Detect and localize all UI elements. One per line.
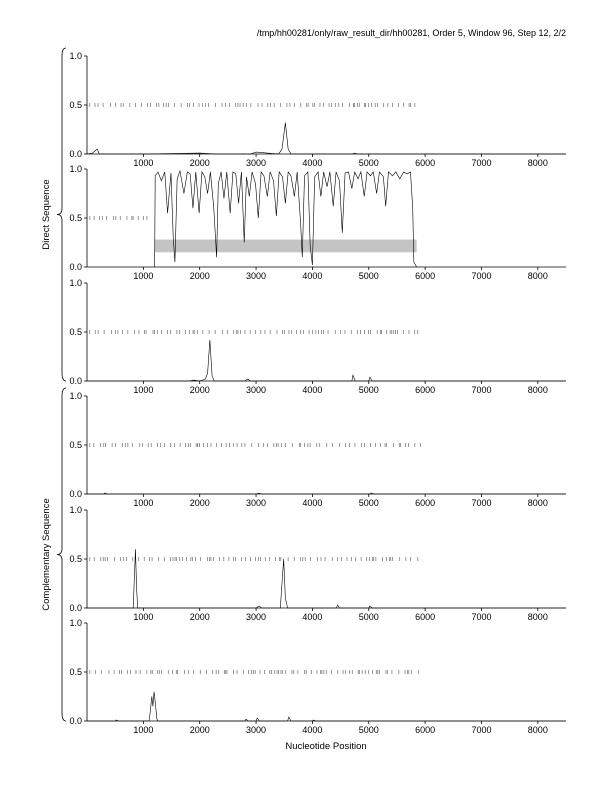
panel-3 [69, 278, 566, 395]
x-tick-label: 3000 [246, 612, 267, 622]
rug-marks [90, 443, 421, 447]
x-tick-label: 6000 [415, 271, 436, 281]
header-title: /tmp/hh00281/only/raw_result_dir/hh00281, Order 5, Window 96, Step 12, 2/2 [256, 28, 566, 38]
group-label-2: Complementary Sequence [41, 498, 52, 611]
x-tick-label: 5000 [358, 158, 379, 168]
x-tick-label: 1000 [133, 498, 154, 508]
x-tick-label: 8000 [527, 158, 548, 168]
x-tick-label: 2000 [189, 385, 210, 395]
x-tick-label: 5000 [358, 725, 379, 735]
x-tick-label: 6000 [415, 612, 436, 622]
x-tick-label: 4000 [302, 385, 323, 395]
x-tick-label: 8000 [527, 612, 548, 622]
group-labels [41, 48, 66, 721]
x-tick-label: 3000 [246, 158, 267, 168]
x-tick-label: 1000 [133, 271, 154, 281]
x-tick-label: 6000 [415, 385, 436, 395]
x-tick-label: 8000 [527, 498, 548, 508]
y-tick-label: 0.0 [69, 262, 82, 272]
panel-2 [69, 164, 566, 281]
group-brace-1 [57, 48, 66, 381]
rug-marks [90, 103, 415, 107]
panel-4 [69, 391, 566, 508]
x-tick-label: 6000 [415, 498, 436, 508]
x-axis-label: Nucleotide Position [285, 741, 367, 752]
y-tick-label: 1.0 [69, 51, 82, 61]
x-tick-label: 2000 [189, 725, 210, 735]
y-tick-label: 0.5 [69, 327, 82, 337]
x-tick-label: 6000 [415, 158, 436, 168]
x-tick-label: 2000 [189, 158, 210, 168]
y-tick-label: 1.0 [69, 278, 82, 288]
series-line [155, 171, 417, 267]
panel-1 [69, 51, 566, 168]
x-tick-label: 5000 [358, 271, 379, 281]
series-line [87, 340, 566, 381]
x-tick-label: 2000 [189, 271, 210, 281]
y-tick-label: 0.5 [69, 440, 82, 450]
x-tick-label: 4000 [302, 498, 323, 508]
y-tick-label: 0.5 [69, 100, 82, 110]
x-tick-label: 5000 [358, 385, 379, 395]
x-tick-label: 7000 [471, 158, 492, 168]
x-tick-label: 7000 [471, 271, 492, 281]
y-tick-label: 0.0 [69, 376, 82, 386]
x-tick-label: 1000 [133, 385, 154, 395]
y-tick-label: 0.5 [69, 554, 82, 564]
series-line [87, 123, 566, 154]
x-tick-label: 7000 [471, 498, 492, 508]
panels-container [69, 51, 566, 735]
y-tick-label: 0.0 [69, 489, 82, 499]
x-tick-label: 2000 [189, 498, 210, 508]
rug-marks [90, 557, 418, 561]
x-tick-label: 2000 [189, 612, 210, 622]
rug-marks [90, 670, 418, 674]
x-tick-label: 1000 [133, 612, 154, 622]
y-tick-label: 1.0 [69, 391, 82, 401]
group-label-1: Direct Sequence [41, 179, 52, 250]
y-tick-label: 0.0 [69, 716, 82, 726]
x-tick-label: 7000 [471, 385, 492, 395]
y-tick-label: 1.0 [69, 618, 82, 628]
y-tick-label: 1.0 [69, 164, 82, 174]
x-tick-label: 8000 [527, 385, 548, 395]
x-tick-label: 1000 [133, 725, 154, 735]
highlight-band [155, 240, 417, 253]
x-tick-label: 3000 [246, 271, 267, 281]
series-line [87, 493, 566, 494]
x-tick-label: 4000 [302, 158, 323, 168]
y-tick-label: 0.0 [69, 603, 82, 613]
x-tick-label: 7000 [471, 725, 492, 735]
y-tick-label: 1.0 [69, 505, 82, 515]
y-tick-label: 0.5 [69, 667, 82, 677]
y-tick-label: 0.5 [69, 213, 82, 223]
x-tick-label: 1000 [133, 158, 154, 168]
x-tick-label: 3000 [246, 725, 267, 735]
y-tick-label: 0.0 [69, 149, 82, 159]
x-tick-label: 8000 [527, 725, 548, 735]
x-tick-label: 4000 [302, 271, 323, 281]
x-tick-label: 7000 [471, 612, 492, 622]
group-brace-2 [57, 388, 66, 721]
x-tick-label: 6000 [415, 725, 436, 735]
rug-marks [90, 330, 418, 334]
x-tick-label: 5000 [358, 498, 379, 508]
x-tick-label: 5000 [358, 612, 379, 622]
x-tick-label: 3000 [246, 385, 267, 395]
rug-marks [90, 216, 147, 220]
series-line [87, 692, 566, 721]
series-line [87, 549, 566, 608]
x-tick-label: 4000 [302, 612, 323, 622]
x-tick-label: 8000 [527, 271, 548, 281]
x-tick-label: 3000 [246, 498, 267, 508]
x-tick-label: 4000 [302, 725, 323, 735]
panel-5 [69, 505, 566, 622]
panel-6 [69, 618, 566, 735]
